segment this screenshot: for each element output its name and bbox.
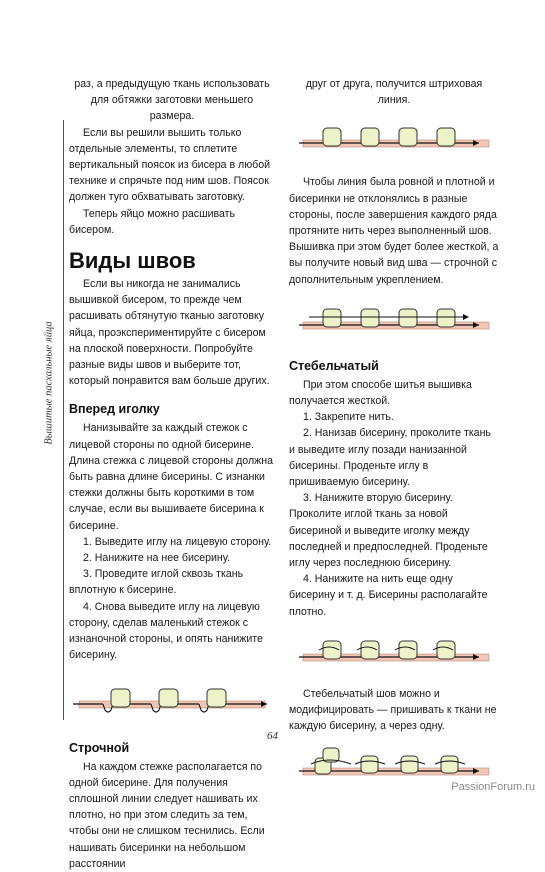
bead-stitch-figure-forward bbox=[69, 674, 275, 728]
subheading-stem: Стебельчатый bbox=[289, 358, 379, 373]
paragraph: Нанизывайте за каждый стежок с лицевой стороны по одной бисерине. Длина стежка с лицевой стороны должна быть равна длине бисерины. С изнанки стежки должны быть короткими в том случае, если вы вышиваете бисерина к бисерине. bbox=[69, 422, 273, 532]
page-number: 64 bbox=[267, 730, 278, 742]
step: 4. Снова выведите иглу на лицевую сторону, сделав маленький стежок с изнаночной стороны, и опять нанижите бисерину. bbox=[69, 600, 263, 662]
paragraph: Если вы решили вышить только отдельные элементы, то сплетите вертикальный поясок из бисера в любой технике и спрячьте под ним шов. Поясок должен туго обхватывать заготовку. bbox=[69, 126, 271, 204]
step: 4. Нанижите на нить еще одну бисерину и т. д. Бисерины располагайте плотно. bbox=[289, 573, 488, 618]
step: 1. Выведите иглу на лицевую сторону. bbox=[83, 535, 272, 548]
step: 1. Закрепите нить. bbox=[303, 411, 394, 424]
sidebar-vertical-title: Вышитые пасхальные яйца bbox=[43, 320, 55, 445]
section-heading: Виды швов bbox=[69, 248, 196, 274]
bead-stitch-figure-reinforced bbox=[289, 298, 499, 346]
step: 3. Проведите иглой сквозь ткань вплотную к бисерине. bbox=[69, 568, 244, 597]
right-column bbox=[289, 76, 499, 800]
watermark: PassionForum.ru bbox=[451, 781, 535, 793]
paragraph: друг от друга, получится штриховая линия. bbox=[305, 78, 483, 107]
left-column bbox=[69, 76, 275, 872]
step: 3. Нанижите вторую бисерину. Проколите иглой ткань за новой бисериной и выведите иголку между последней и предпоследней. Проденьте иглу через последнюю бисерину. bbox=[289, 492, 488, 570]
paragraph: Теперь яйцо можно расшивать бисером. bbox=[69, 207, 236, 236]
step: 2. Нанизав бисерину, проколите ткань и выведите иглу позади нанизанной бисерины. Проденьте иглу в пришиваемую бисерину. bbox=[289, 427, 491, 489]
bead-stitch-figure-stem bbox=[289, 630, 499, 678]
subheading-line: Строчной bbox=[69, 740, 130, 755]
margin-rule bbox=[63, 120, 64, 720]
step: 2. Нанижите на нее бисерину. bbox=[83, 552, 230, 565]
bead-stitch-figure-line bbox=[289, 118, 499, 166]
paragraph: Стебельчатый шов можно и модифицировать — пришивать к ткани не каждую бисерину, а через одну. bbox=[289, 687, 497, 733]
subheading-forward: Вперед иголку bbox=[69, 402, 160, 417]
paragraph: Если вы никогда не занимались вышивкой бисером, то прежде чем расшивать обтянутую тканью заготовку яйца, проэкспериментируйте с бисером на плоской поверхности. Попробуйте разные виды швов и выберите тот, который понравится вам больше других. bbox=[69, 278, 270, 388]
paragraph: На каждом стежке располагается по одной бисерине. Для получения сплошной линии следует нашивать их плотно, но при этом следить за тем, чтобы они не слишком теснились. Если нашивать бисеринки на небольшом расстоянии bbox=[69, 760, 265, 870]
paragraph: раз, а предыдущую ткань использовать для обтяжки заготовки меньшего размера. bbox=[74, 78, 270, 123]
paragraph: Чтобы линия была ровной и плотной и бисеринки не отклонялись в разные стороны, после завершения каждого ряда протяните нить через выполненный шов. Вышивка при этом будет более жесткой, а вы получите новый вид шва — строчной с дополнительным укреплением. bbox=[289, 176, 499, 286]
paragraph: При этом способе шитья вышивка получается жесткой. bbox=[289, 378, 472, 408]
